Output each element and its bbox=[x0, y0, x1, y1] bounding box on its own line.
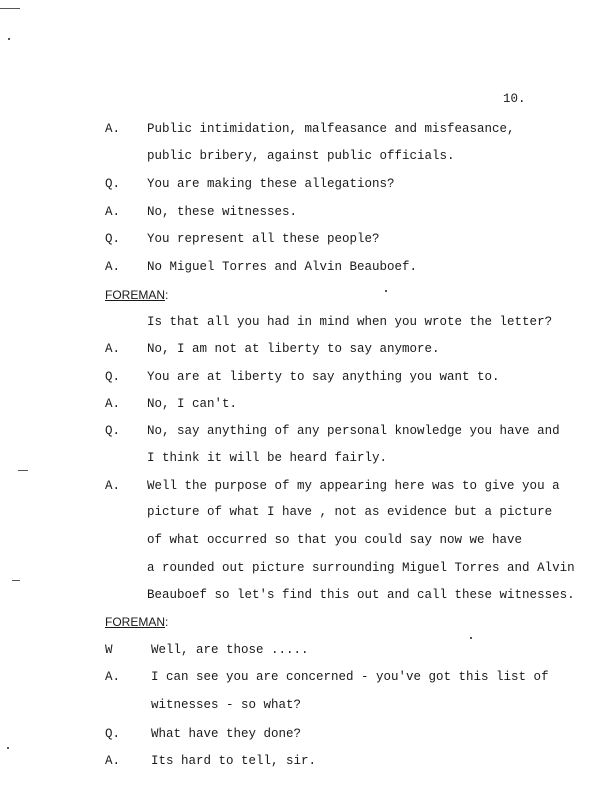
speaker-label: Q. bbox=[105, 177, 121, 191]
scan-mark bbox=[12, 580, 20, 581]
line-text: Well the purpose of my appearing here was to give you a bbox=[147, 479, 560, 493]
speaker-label: Q. bbox=[105, 424, 121, 438]
speaker-heading-name: FOREMAN bbox=[105, 615, 165, 629]
line-text: No Miguel Torres and Alvin Beauboef. bbox=[147, 260, 418, 274]
line-text: Its hard to tell, sir. bbox=[151, 754, 317, 768]
speaker-heading-colon: : bbox=[165, 615, 169, 629]
line-text: I think it will be heard fairly. bbox=[147, 451, 388, 465]
speaker-label: A. bbox=[105, 342, 121, 356]
speaker-label: A. bbox=[105, 754, 121, 768]
line-text: picture of what I have , not as evidence but a picture bbox=[147, 505, 553, 519]
line-text: You are at liberty to say anything you want to. bbox=[147, 370, 500, 384]
line-text: witnesses - so what? bbox=[151, 698, 302, 712]
speaker-heading bbox=[105, 288, 168, 302]
scan-mark bbox=[385, 290, 387, 292]
scan-mark bbox=[470, 637, 472, 639]
line-text: a rounded out picture surrounding Miguel Torres and Alvin bbox=[147, 561, 575, 575]
speaker-label: A. bbox=[105, 260, 121, 274]
speaker-label: A. bbox=[105, 670, 121, 684]
scan-mark bbox=[0, 8, 20, 9]
page-number: 10. bbox=[503, 92, 526, 106]
speaker-label: A. bbox=[105, 122, 121, 136]
line-text: No, I can't. bbox=[147, 397, 238, 411]
scan-mark bbox=[18, 470, 28, 471]
line-text: of what occurred so that you could say now we have bbox=[147, 533, 523, 547]
speaker-label: Q. bbox=[105, 370, 121, 384]
speaker-label: W bbox=[105, 643, 113, 657]
line-text: public bribery, against public officials. bbox=[147, 149, 455, 163]
speaker-label: A. bbox=[105, 397, 121, 411]
line-text: Is that all you had in mind when you wrote the letter? bbox=[147, 315, 553, 329]
line-text: No, I am not at liberty to say anymore. bbox=[147, 342, 440, 356]
line-text: I can see you are concerned - you've got this list of bbox=[151, 670, 549, 684]
scan-mark bbox=[8, 38, 10, 40]
speaker-label: A. bbox=[105, 205, 121, 219]
line-text: What have they done? bbox=[151, 727, 302, 741]
line-text: No, these witnesses. bbox=[147, 205, 298, 219]
line-text: You are making these allegations? bbox=[147, 177, 395, 191]
speaker-heading-name: FOREMAN bbox=[105, 288, 165, 302]
line-text: You represent all these people? bbox=[147, 232, 380, 246]
line-text: Beauboef so let's find this out and call these witnesses. bbox=[147, 588, 575, 602]
speaker-heading bbox=[105, 615, 168, 629]
speaker-label: Q. bbox=[105, 727, 121, 741]
speaker-label: Q. bbox=[105, 232, 121, 246]
line-text: Well, are those ..... bbox=[151, 643, 309, 657]
scan-mark bbox=[7, 747, 9, 749]
speaker-label: A. bbox=[105, 479, 121, 493]
line-text: Public intimidation, malfeasance and misfeasance, bbox=[147, 122, 515, 136]
line-text: No, say anything of any personal knowledge you have and bbox=[147, 424, 560, 438]
speaker-heading-colon: : bbox=[165, 288, 169, 302]
